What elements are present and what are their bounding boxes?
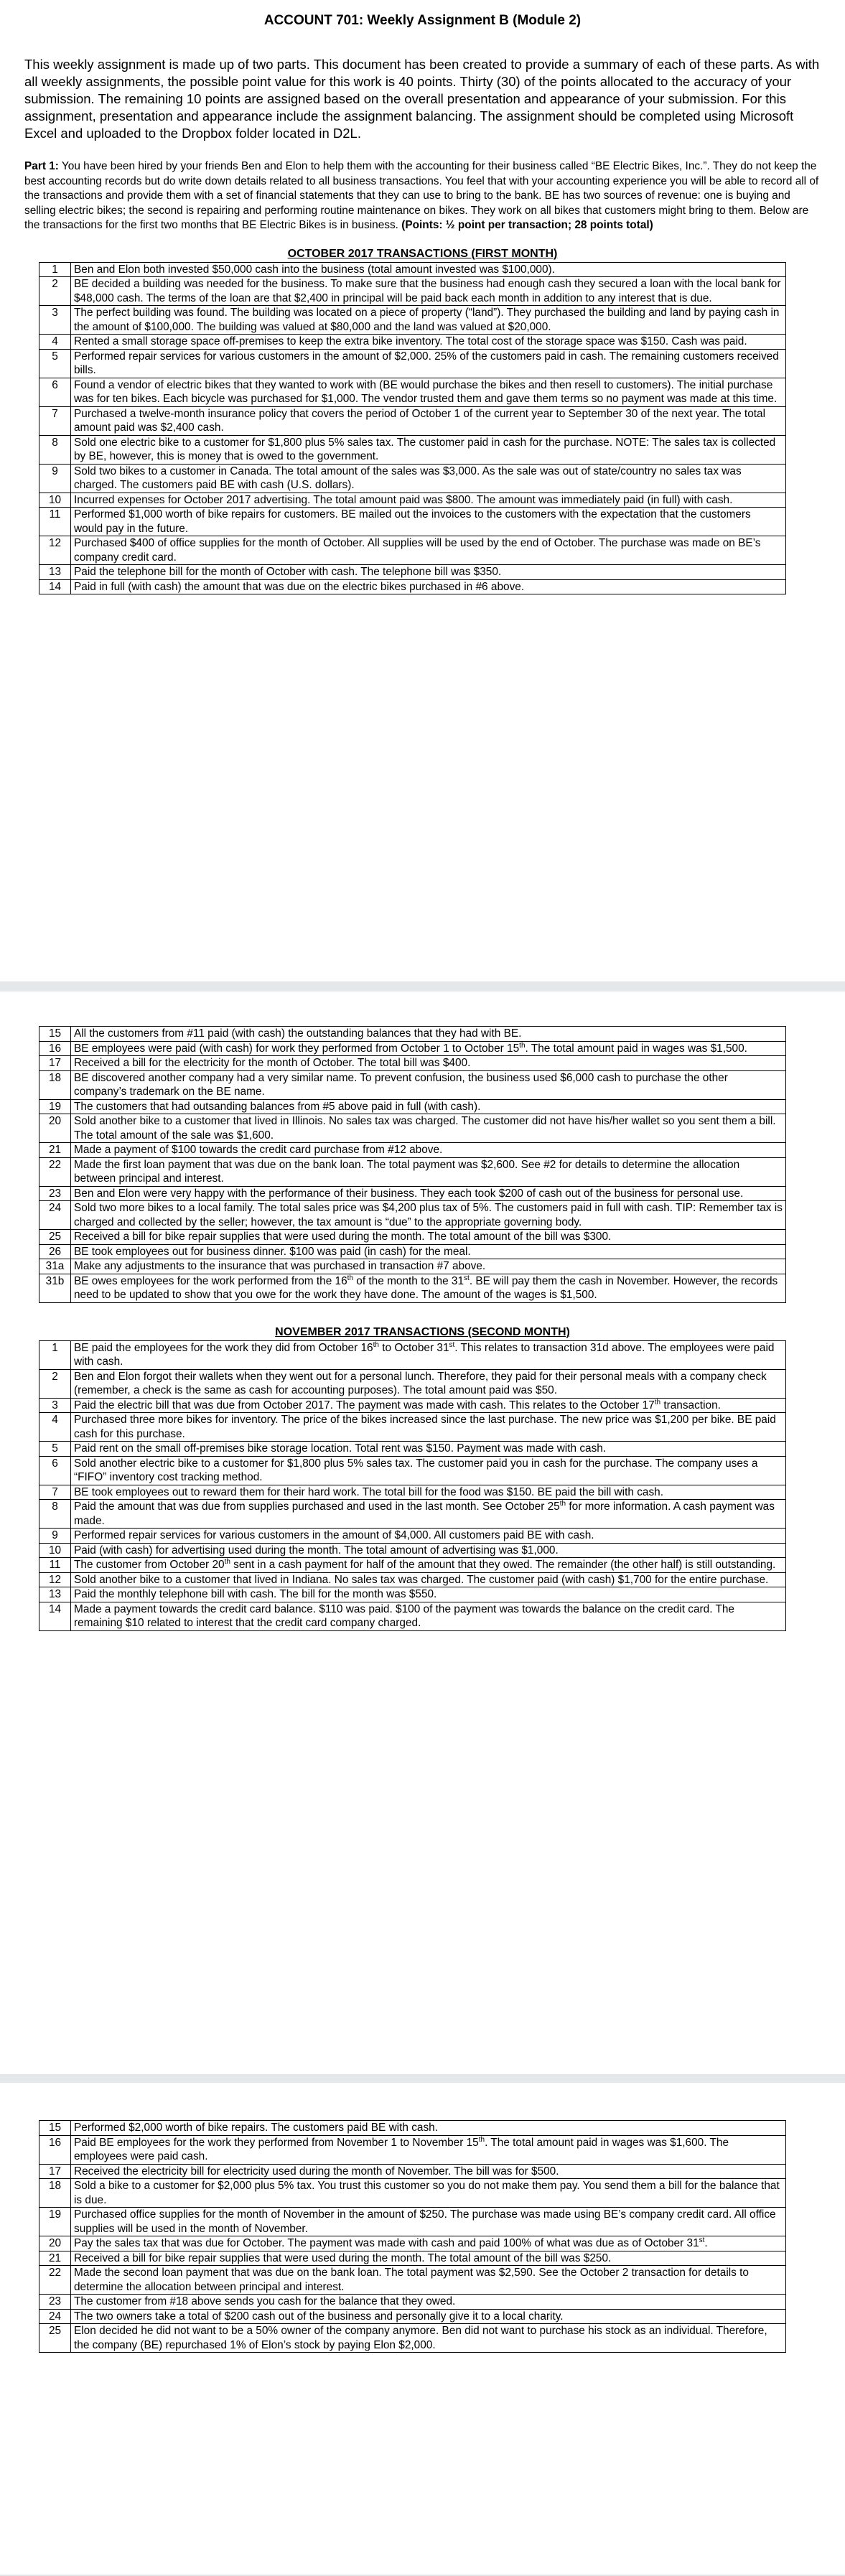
- transaction-row: [39, 1369, 786, 1398]
- transaction-number: 6: [39, 378, 71, 406]
- transaction-description: Ben and Elon forgot their wallets when they went out for a personal lunch. Therefore, they paid for their personal meals with a company check (remember, a check is the same as cash for accounting purposes). The total amount paid was $50.: [71, 1369, 786, 1398]
- transaction-number: 20: [39, 2236, 71, 2251]
- transaction-number: 7: [39, 1485, 71, 1500]
- transaction-description: Paid (with cash) for advertising used during the month. The total amount of advertising was $1,000.: [71, 1543, 786, 1558]
- transaction-description: Make any adjustments to the insurance that was purchased in transaction #7 above.: [71, 1259, 786, 1274]
- transaction-number: 12: [39, 536, 71, 565]
- transaction-number: 8: [39, 1500, 71, 1529]
- transaction-number: 2: [39, 277, 71, 306]
- transaction-description: The customer from #18 above sends you cash for the balance that they owed.: [71, 2295, 786, 2310]
- transaction-number: 18: [39, 1070, 71, 1099]
- transaction-row: [39, 349, 786, 378]
- transaction-description: BE took employees out for business dinner. $100 was paid (in cash) for the meal.: [71, 1244, 786, 1259]
- transaction-row: [39, 464, 786, 493]
- transaction-description: Paid the telephone bill for the month of October with cash. The telephone bill was $350.: [71, 565, 786, 580]
- transaction-row: [39, 1186, 786, 1201]
- transaction-row: [39, 2266, 786, 2295]
- transaction-description: Performed $1,000 worth of bike repairs for customers. BE mailed out the invoices to the customers with the expectation that the customers would pay in the future.: [71, 508, 786, 536]
- transaction-description: Elon decided he did not want to be a 50% owner of the company anymore. Ben did not want to purchase his stock as an individual. Therefore, the company (BE) repurchased 1% of Elon’s stock by paying Elon $2,000.: [71, 2324, 786, 2353]
- transaction-row: [39, 1572, 786, 1587]
- transaction-description: Paid the amount that was due from supplies purchased and used in the last month. See October 25th for more information. A cash payment was made.: [71, 1500, 786, 1529]
- transaction-number: 14: [39, 1602, 71, 1630]
- page-1: [0, 0, 845, 981]
- october-transactions-table-a: [39, 262, 786, 595]
- transaction-row: [39, 1529, 786, 1544]
- transaction-number: 31b: [39, 1274, 71, 1302]
- transaction-row: [39, 1201, 786, 1230]
- november-transactions-table-a: [39, 1340, 786, 1631]
- transaction-row: [39, 1558, 786, 1573]
- transaction-row: [39, 1041, 786, 1056]
- transaction-row: [39, 1259, 786, 1274]
- transaction-row: [39, 435, 786, 464]
- transaction-number: 3: [39, 306, 71, 335]
- transaction-number: 25: [39, 1230, 71, 1245]
- transaction-row: [39, 2208, 786, 2236]
- transaction-row: [39, 1274, 786, 1302]
- transaction-description: BE owes employees for the work performed from the 16th of the month to the 31st. BE will pay them the cash in November. However, the records need to be updated to show that you owe for the work they have done. The amount of the wages is $1,500.: [71, 1274, 786, 1302]
- transaction-number: 18: [39, 2179, 71, 2208]
- transaction-description: Performed repair services for various customers in the amount of $4,000. All customers paid BE with cash.: [71, 1529, 786, 1544]
- transaction-row: [39, 2309, 786, 2324]
- transaction-description: Made a payment towards the credit card balance. $110 was paid. $100 of the payment was towards the balance on the credit card. The remaining $10 related to interest that the credit card company charged.: [71, 1602, 786, 1630]
- october-transactions-table-b: [39, 1026, 786, 1303]
- transaction-description: BE decided a building was needed for the business. To make sure that the business had enough cash they secured a loan with the local bank for $48,000 cash. The terms of the loan are that $2,400 in principal will be paid back each month in addition to any interest that is due.: [71, 277, 786, 306]
- transaction-number: 1: [39, 1340, 71, 1369]
- transaction-number: 20: [39, 1114, 71, 1143]
- transaction-number: 15: [39, 1027, 71, 1042]
- november-transactions-table-b: [39, 2120, 786, 2353]
- transaction-description: Sold a bike to a customer for $2,000 plus 5% tax. You trust this customer so you do not make them pay. You send them a bill for the balance that is due.: [71, 2179, 786, 2208]
- transaction-row: [39, 2324, 786, 2353]
- part1-points: (Points: ½ point per transaction; 28 points total): [401, 219, 653, 231]
- october-heading: OCTOBER 2017 TRANSACTIONS (FIRST MONTH): [287, 247, 558, 260]
- transaction-number: 15: [39, 2121, 71, 2136]
- transaction-row: [39, 1099, 786, 1114]
- document-title: ACCOUNT 701: Weekly Assignment B (Module 2): [263, 13, 582, 28]
- transaction-row: [39, 378, 786, 406]
- transaction-number: 31a: [39, 1259, 71, 1274]
- transaction-description: The customers that had outsanding balances from #5 above paid in full (with cash).: [71, 1099, 786, 1114]
- transaction-number: 4: [39, 1413, 71, 1442]
- transaction-row: [39, 1027, 786, 1042]
- transaction-number: 19: [39, 1099, 71, 1114]
- transaction-row: [39, 1244, 786, 1259]
- transaction-number: 4: [39, 335, 71, 350]
- transaction-description: BE took employees out to reward them for their hard work. The total bill for the food was $150. BE paid the bill with cash.: [71, 1485, 786, 1500]
- transaction-description: Received a bill for bike repair supplies that were used during the month. The total amount of the bill was $250.: [71, 2251, 786, 2266]
- transaction-number: 17: [39, 2164, 71, 2179]
- transaction-number: 19: [39, 2208, 71, 2236]
- transaction-number: 26: [39, 1244, 71, 1259]
- transaction-number: 24: [39, 1201, 71, 1230]
- page-2: [0, 991, 845, 2074]
- transaction-description: Sold another bike to a customer that lived in Indiana. No sales tax was charged. The customer paid (with cash) $1,700 for the entire purchase.: [71, 1572, 786, 1587]
- transaction-description: Paid rent on the small off-premises bike storage location. Total rent was $150. Payment was made with cash.: [71, 1442, 786, 1457]
- transaction-description: Sold two bikes to a customer in Canada. The total amount of the sales was $3,000. As the sale was out of state/country no sales tax was charged. The customers paid BE with cash (U.S. dollars).: [71, 464, 786, 493]
- transaction-description: Performed repair services for various customers in the amount of $2,000. 25% of the customers paid in cash. The remaining customers received bills.: [71, 349, 786, 378]
- transaction-number: 25: [39, 2324, 71, 2353]
- transaction-number: 22: [39, 1157, 71, 1186]
- transaction-row: [39, 1398, 786, 1413]
- transaction-description: Rented a small storage space off-premises to keep the extra bike inventory. The total cost of the storage space was $150. Cash was paid.: [71, 335, 786, 350]
- transaction-description: Sold one electric bike to a customer for $1,800 plus 5% sales tax. The customer paid in cash for the purchase. NOTE: The sales tax is collected by BE, however, this is money that is owed to the government.: [71, 435, 786, 464]
- transaction-row: [39, 565, 786, 580]
- transaction-number: 13: [39, 565, 71, 580]
- november-heading: NOVEMBER 2017 TRANSACTIONS (SECOND MONTH): [275, 1325, 570, 1338]
- transaction-row: [39, 536, 786, 565]
- transaction-number: 22: [39, 2266, 71, 2295]
- transaction-description: The two owners take a total of $200 cash out of the business and personally give it to a local charity.: [71, 2309, 786, 2324]
- transaction-row: [39, 2295, 786, 2310]
- transaction-description: Purchased $400 of office supplies for the month of October. All supplies will be used by the end of October. The purchase was made on BE’s company credit card.: [71, 536, 786, 565]
- transaction-description: Made a payment of $100 towards the credit card purchase from #12 above.: [71, 1143, 786, 1158]
- transaction-description: Ben and Elon were very happy with the performance of their business. They each took $200 of cash out of the business for personal use.: [71, 1186, 786, 1201]
- transaction-row: [39, 1230, 786, 1245]
- transaction-description: BE discovered another company had a very similar name. To prevent confusion, the business used $6,000 cash to purchase the other company’s trademark on the BE name.: [71, 1070, 786, 1099]
- transaction-number: 11: [39, 1558, 71, 1573]
- transaction-description: Paid BE employees for the work they performed from November 1 to November 15th. The total amount paid in wages was $1,600. The employees were paid cash.: [71, 2135, 786, 2164]
- transaction-number: 21: [39, 2251, 71, 2266]
- transaction-description: Purchased office supplies for the month of November in the amount of $250. The purchase was made using BE’s company credit card. All office supplies will be used in the month of November.: [71, 2208, 786, 2236]
- transaction-number: 2: [39, 1369, 71, 1398]
- transaction-row: [39, 2251, 786, 2266]
- transaction-number: 23: [39, 1186, 71, 1201]
- transaction-row: [39, 406, 786, 435]
- transaction-row: [39, 1157, 786, 1186]
- intro-paragraph: This weekly assignment is made up of two parts. This document has been created to provide a summary of each of these parts. As with all weekly assignments, the possible point value for this work is 40 points. Thirty (30) of the points allocated to the accuracy of your submission. The remaining 10 points are assigned based on the overall presentation and appearance of your submission. For this assignment, presentation and appearance include the assignment balancing. The assignment should be completed using Microsoft Excel and uploaded to the Dropbox folder located in D2L.: [24, 57, 820, 141]
- transaction-number: 9: [39, 464, 71, 493]
- transaction-row: [39, 335, 786, 350]
- transaction-number: 16: [39, 1041, 71, 1056]
- transaction-description: Paid in full (with cash) the amount that was due on the electric bikes purchased in #6 above.: [71, 579, 786, 594]
- transaction-description: The customer from October 20th sent in a cash payment for half of the amount that they owed. The remainder (the other half) is still outstanding.: [71, 1558, 786, 1573]
- transaction-row: [39, 1485, 786, 1500]
- transaction-description: Pay the sales tax that was due for October. The payment was made with cash and paid 100% of what was due as of October 31st.: [71, 2236, 786, 2251]
- transaction-row: [39, 1500, 786, 1529]
- transaction-row: [39, 1456, 786, 1485]
- transaction-number: 11: [39, 508, 71, 536]
- transaction-row: [39, 1587, 786, 1602]
- transaction-description: Paid the monthly telephone bill with cash. The bill for the month was $550.: [71, 1587, 786, 1602]
- transaction-description: Incurred expenses for October 2017 advertising. The total amount paid was $800. The amount was immediately paid (in full) with cash.: [71, 493, 786, 508]
- transaction-description: Paid the electric bill that was due from October 2017. The payment was made with cash. This relates to the October 17th transaction.: [71, 1398, 786, 1413]
- transaction-description: Made the first loan payment that was due on the bank loan. The total payment was $2,600. See #2 for details to determine the allocation between principal and interest.: [71, 1157, 786, 1186]
- transaction-number: 10: [39, 1543, 71, 1558]
- page-3: [0, 2083, 845, 2575]
- transaction-number: 13: [39, 1587, 71, 1602]
- transaction-number: 23: [39, 2295, 71, 2310]
- transaction-row: [39, 1413, 786, 1442]
- transaction-number: 8: [39, 435, 71, 464]
- transaction-row: [39, 1543, 786, 1558]
- transaction-description: Received a bill for the electricity for the month of October. The total bill was $400.: [71, 1056, 786, 1071]
- transaction-row: [39, 2236, 786, 2251]
- transaction-description: Received a bill for bike repair supplies that were used during the month. The total amount of the bill was $300.: [71, 1230, 786, 1245]
- part1-paragraph: [24, 159, 821, 233]
- transaction-description: All the customers from #11 paid (with cash) the outstanding balances that they had with BE.: [71, 1027, 786, 1042]
- transaction-row: [39, 1442, 786, 1457]
- transaction-number: 5: [39, 1442, 71, 1457]
- transaction-row: [39, 1143, 786, 1158]
- transaction-description: Ben and Elon both invested $50,000 cash into the business (total amount invested was $100,000).: [71, 262, 786, 277]
- transaction-number: 16: [39, 2135, 71, 2164]
- transaction-description: Made the second loan payment that was due on the bank loan. The total payment was $2,590. See the October 2 transaction for details to determine the allocation between principal and interest.: [71, 2266, 786, 2295]
- transaction-row: [39, 2179, 786, 2208]
- transaction-row: [39, 1602, 786, 1630]
- transaction-row: [39, 493, 786, 508]
- transaction-number: 10: [39, 493, 71, 508]
- transaction-row: [39, 306, 786, 335]
- transaction-description: Sold two more bikes to a local family. The total sales price was $4,200 plus tax of 5%. The customers paid in full with cash. TIP: Remember tax is charged and collected by the seller; however, the tax amount is “due” to the appropriate governing body.: [71, 1201, 786, 1230]
- transaction-row: [39, 1340, 786, 1369]
- transaction-row: [39, 508, 786, 536]
- transaction-number: 3: [39, 1398, 71, 1413]
- transaction-row: [39, 2121, 786, 2136]
- part1-label: Part 1:: [24, 160, 59, 172]
- transaction-description: BE paid the employees for the work they did from October 16th to October 31st. This relates to transaction 31d above. The employees were paid with cash.: [71, 1340, 786, 1369]
- transaction-number: 14: [39, 579, 71, 594]
- transaction-description: Performed $2,000 worth of bike repairs. The customers paid BE with cash.: [71, 2121, 786, 2136]
- transaction-description: Sold another electric bike to a customer for $1,800 plus 5% sales tax. The customer paid you in cash for the purchase. The company uses a “FIFO” inventory cost tracking method.: [71, 1456, 786, 1485]
- transaction-number: 7: [39, 406, 71, 435]
- transaction-description: The perfect building was found. The building was located on a piece of property (“land”). They purchased the building and land by paying cash in the amount of $100,000. The building was valued at $80,000 and the land was valued at $20,000.: [71, 306, 786, 335]
- transaction-number: 24: [39, 2309, 71, 2324]
- transaction-number: 12: [39, 1572, 71, 1587]
- transaction-row: [39, 2135, 786, 2164]
- transaction-row: [39, 277, 786, 306]
- transaction-row: [39, 1114, 786, 1143]
- transaction-row: [39, 2164, 786, 2179]
- transaction-number: 6: [39, 1456, 71, 1485]
- transaction-description: Purchased a twelve-month insurance policy that covers the period of October 1 of the current year to September 30 of the next year. The total amount paid was $2,400 cash.: [71, 406, 786, 435]
- transaction-description: Purchased three more bikes for inventory. The price of the bikes increased since the last purchase. The new price was $1,200 per bike. BE paid cash for this purchase.: [71, 1413, 786, 1442]
- transaction-number: 9: [39, 1529, 71, 1544]
- transaction-description: Found a vendor of electric bikes that they wanted to work with (BE would purchase the bikes and then resell to customers). The initial purchase was for ten bikes. Each bicycle was purchased for $1,000. The vendor trusted them and gave them terms so no payment was made at this time.: [71, 378, 786, 406]
- transaction-row: [39, 1056, 786, 1071]
- transaction-description: BE employees were paid (with cash) for work they performed from October 1 to October 15th. The total amount paid in wages was $1,500.: [71, 1041, 786, 1056]
- transaction-number: 17: [39, 1056, 71, 1071]
- transaction-number: 5: [39, 349, 71, 378]
- transaction-row: [39, 579, 786, 594]
- part1-text: You have been hired by your friends Ben and Elon to help them with the accounting for their business called “BE Electric Bikes, Inc.”. They do not keep the best accounting records but do write down details related to all business transactions. You feel that with your accounting experience you will be able to record all of the transactions and provide them with a set of financial statements that they can use to bring to the bank. BE has two sources of revenue: one is buying and selling electric bikes; the second is repairing and performing routine maintenance on bikes. They work on all bikes that customers might bring to them. Below are the transactions for the first two months that BE Electric Bikes is in business.: [24, 160, 819, 231]
- transaction-number: 21: [39, 1143, 71, 1158]
- transaction-row: [39, 1070, 786, 1099]
- transaction-row: [39, 262, 786, 277]
- transaction-description: Sold another bike to a customer that lived in Illinois. No sales tax was charged. The customer did not have his/her wallet so you sent them a bill. The total amount of the sale was $1,600.: [71, 1114, 786, 1143]
- transaction-description: Received the electricity bill for electricity used during the month of November. The bill was for $500.: [71, 2164, 786, 2179]
- transaction-number: 1: [39, 262, 71, 277]
